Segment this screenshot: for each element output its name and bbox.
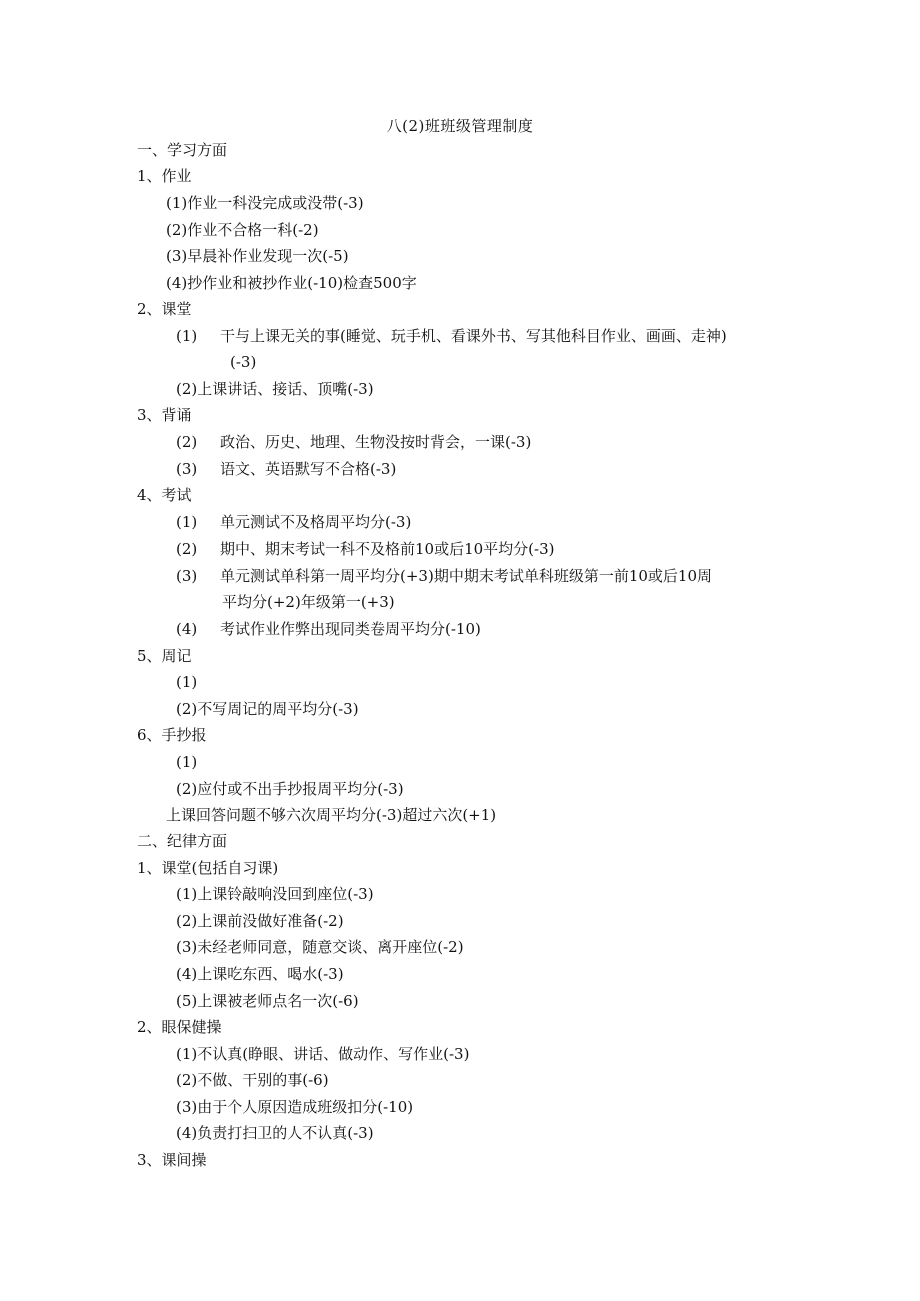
- section-heading: 一、学习方面: [137, 141, 228, 159]
- rule-item: (1)上课铃敲响没回到座位(-3): [176, 885, 374, 903]
- rule-number: (3): [176, 567, 198, 585]
- rule-item: (1): [176, 673, 198, 691]
- rule-continuation: 平均分(+2)年级第一(+3): [222, 593, 395, 611]
- rule-item: (5)上课被老师点名一次(-6): [176, 992, 359, 1010]
- group-heading: 3、课间操: [137, 1151, 207, 1169]
- group-heading: 1、课堂(包括自习课): [137, 859, 279, 877]
- rule-number: (2): [176, 540, 198, 558]
- rule-item: (3)早晨补作业发现一次(-5): [166, 247, 349, 265]
- section-heading: 二、纪律方面: [137, 832, 228, 850]
- rule-item: [176, 618, 481, 640]
- rule-item: (2)上课前没做好准备(-2): [176, 912, 344, 930]
- rule-text: 政治、历史、地理、生物没按时背会，一课(-3): [220, 433, 532, 451]
- rule-item: [176, 565, 712, 587]
- rule-item: (3)由于个人原因造成班级扣分(-10): [176, 1098, 414, 1116]
- rule-text: 单元测试单科第一周平均分(+3)期中期末考试单科班级第一前10或后10周: [220, 567, 712, 585]
- rule-item: (3)未经老师同意，随意交谈、离开座位(-2): [176, 938, 464, 956]
- rule-item: (1)作业一科没完成或没带(-3): [166, 194, 364, 212]
- section-note: 上课回答问题不够六次周平均分(-3)超过六次(+1): [166, 806, 497, 824]
- rule-number: (2): [176, 433, 198, 451]
- rule-item: [176, 458, 396, 480]
- rule-text: 单元测试不及格周平均分(-3): [220, 513, 412, 531]
- rule-item: [176, 325, 727, 347]
- group-heading: 4、考试: [137, 486, 192, 504]
- rule-text: 语文、英语默写不合格(-3): [220, 460, 397, 478]
- rule-item: (2)作业不合格一科(-2): [166, 221, 319, 239]
- rule-item: (2)不做、干别的事(-6): [176, 1071, 329, 1089]
- rule-text: 考试作业作弊出现同类卷周平均分(-10): [220, 620, 481, 638]
- rule-item: (4)负责打扫卫的人不认真(-3): [176, 1124, 374, 1142]
- group-heading: 1、作业: [137, 167, 192, 185]
- group-heading: 2、眼保健操: [137, 1018, 222, 1036]
- rule-item: [176, 538, 555, 560]
- rule-number: (1): [176, 513, 198, 531]
- rule-item: (2)应付或不出手抄报周平均分(-3): [176, 780, 404, 798]
- rule-item: [176, 511, 411, 533]
- rule-text: 干与上课无关的事(睡觉、玩手机、看课外书、写其他科目作业、画画、走神): [220, 327, 727, 345]
- group-heading: 5、周记: [137, 647, 192, 665]
- group-heading: 6、手抄报: [137, 726, 207, 744]
- rule-item: (2)上课讲话、接话、顶嘴(-3): [176, 380, 374, 398]
- group-heading: 2、课堂: [137, 300, 192, 318]
- rule-item: (1)不认真(睁眼、讲话、做动作、写作业(-3): [176, 1045, 470, 1063]
- rule-item: (4)抄作业和被抄作业(-10)检查500字: [166, 274, 417, 292]
- rule-item: (4)上课吃东西、喝水(-3): [176, 965, 344, 983]
- rule-item: [176, 431, 531, 453]
- rule-continuation: (-3): [230, 353, 257, 371]
- rule-item: (2)不写周记的周平均分(-3): [176, 700, 359, 718]
- document-title: 八(2)班班级管理制度: [386, 117, 534, 135]
- rule-number: (3): [176, 460, 198, 478]
- group-heading: 3、背诵: [137, 406, 192, 424]
- rule-item: (1): [176, 753, 198, 771]
- rule-number: (4): [176, 620, 198, 638]
- rule-text: 期中、期末考试一科不及格前10或后10平均分(-3): [220, 540, 555, 558]
- rule-number: (1): [176, 327, 198, 345]
